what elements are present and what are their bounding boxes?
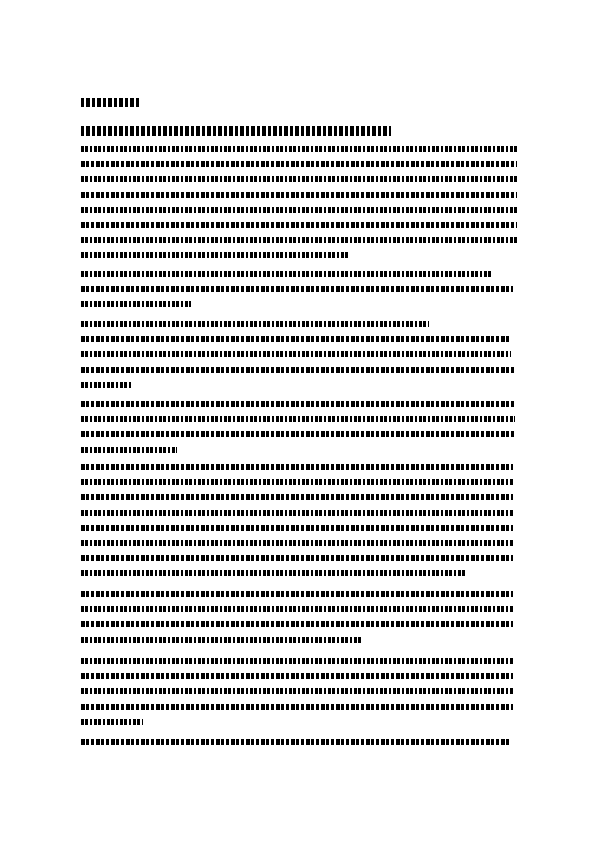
text-line xyxy=(81,606,513,612)
text-line xyxy=(81,271,493,277)
text-line xyxy=(81,621,513,627)
text-line xyxy=(81,237,517,243)
text-line xyxy=(81,688,513,694)
text-line xyxy=(81,658,513,664)
text-line xyxy=(81,286,513,292)
text-line xyxy=(81,401,515,407)
text-line xyxy=(81,704,513,710)
paragraph xyxy=(81,271,521,317)
header-label xyxy=(81,98,141,107)
text-line xyxy=(81,719,143,725)
text-line xyxy=(81,479,513,485)
text-line xyxy=(81,351,511,357)
paragraph xyxy=(81,464,521,586)
paragraph xyxy=(81,591,521,652)
paragraph xyxy=(81,146,521,268)
text-line xyxy=(81,252,349,258)
text-line xyxy=(81,301,191,307)
text-line xyxy=(81,321,429,327)
text-line xyxy=(81,431,515,437)
paragraph xyxy=(81,401,521,462)
text-line xyxy=(81,510,513,516)
section-heading-text xyxy=(81,126,391,136)
paragraph xyxy=(81,321,521,397)
text-line xyxy=(81,336,511,342)
text-line xyxy=(81,494,513,500)
text-line xyxy=(81,591,513,597)
text-line xyxy=(81,637,361,643)
paragraph xyxy=(81,658,521,734)
text-line xyxy=(81,739,509,745)
text-line xyxy=(81,367,515,373)
text-line xyxy=(81,673,513,679)
text-line xyxy=(81,416,515,422)
text-line xyxy=(81,540,513,546)
text-line xyxy=(81,570,465,576)
text-line xyxy=(81,382,131,388)
text-line xyxy=(81,555,513,561)
header-label-text xyxy=(81,98,141,107)
text-line xyxy=(81,207,517,213)
section-heading xyxy=(81,126,391,136)
text-line xyxy=(81,525,513,531)
paragraph xyxy=(81,739,521,754)
text-line xyxy=(81,161,517,167)
text-line xyxy=(81,146,517,152)
text-line xyxy=(81,192,517,198)
text-line xyxy=(81,222,517,228)
text-line xyxy=(81,447,177,453)
text-line xyxy=(81,176,517,182)
text-line xyxy=(81,464,513,470)
